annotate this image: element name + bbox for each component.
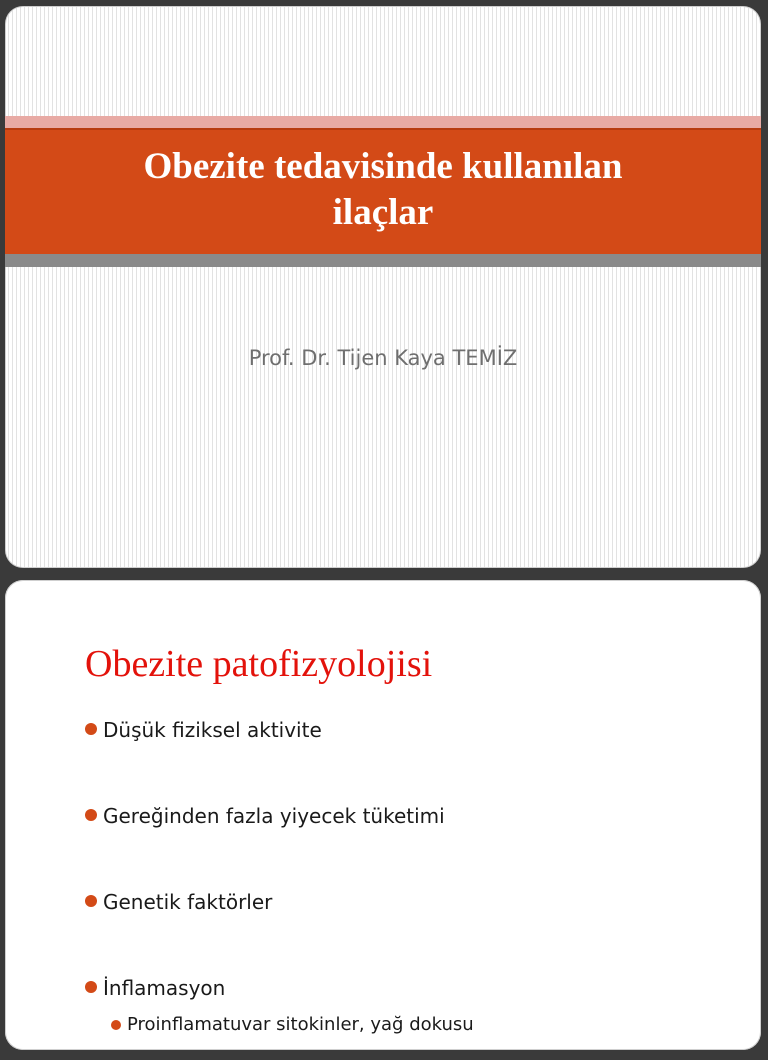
bullet-icon	[85, 895, 97, 907]
title-band-top-accent	[5, 116, 761, 128]
bullet-text: Düşük fiziksel aktivite	[103, 718, 322, 742]
bullet-icon	[85, 809, 97, 821]
sub-bullet-icon	[111, 1020, 121, 1030]
bullet-text: İnflamasyon	[103, 976, 226, 1000]
sub-bullet-item	[111, 1014, 474, 1035]
title-slide	[5, 6, 761, 568]
bullet-item	[83, 802, 445, 888]
bullet-text: Gereğinden fazla yiyecek tüketimi	[103, 804, 445, 828]
bullet-list	[83, 716, 445, 1060]
bullet-text: Genetik faktörler	[103, 890, 273, 914]
bullet-item	[83, 888, 445, 974]
slide-subtitle: Prof. Dr. Tijen Kaya TEMİZ	[248, 346, 518, 370]
content-slide	[5, 580, 761, 1050]
sub-bullet-text: Proinflamatuvar sitokinler, yağ dokusu	[127, 1014, 474, 1035]
bullet-item	[83, 716, 445, 802]
slide-title	[45, 144, 721, 236]
bullet-icon	[85, 723, 97, 735]
bullet-icon	[85, 981, 97, 993]
slide-heading: Obezite patofizyolojisi	[85, 643, 433, 685]
slide-title-line1: Obezite tedavisinde kullanılan	[143, 146, 623, 187]
title-band-bottom-accent	[5, 254, 761, 267]
slide-title-line2: ilaçlar	[332, 192, 434, 233]
